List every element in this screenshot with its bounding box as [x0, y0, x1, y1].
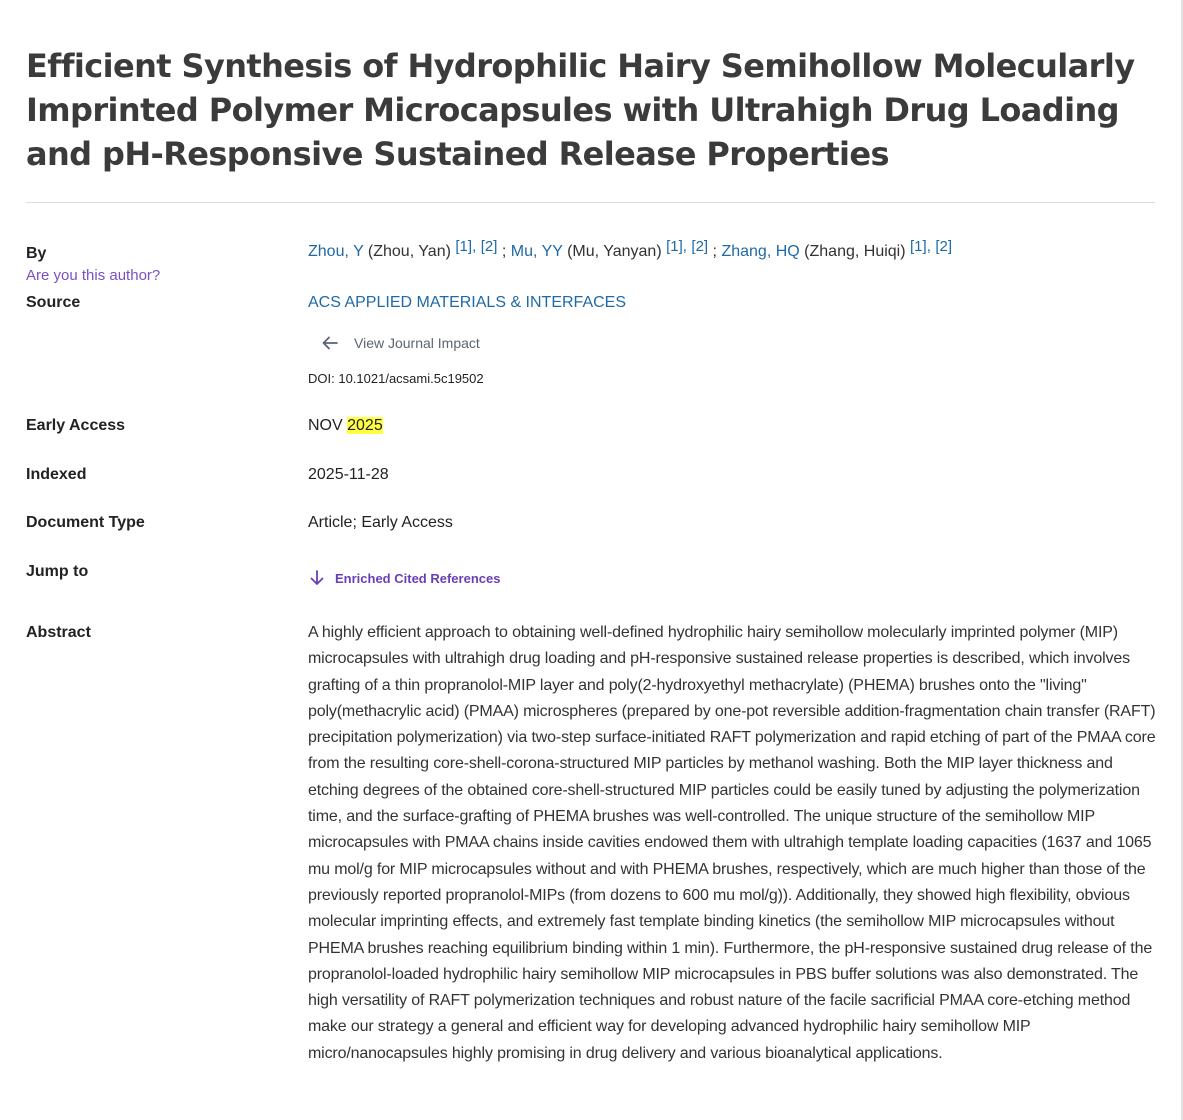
author-separator: ;	[501, 243, 507, 260]
record-page	[26, 0, 1156, 1062]
affiliation-link[interactable]: [1]	[455, 238, 473, 255]
early-access-value	[308, 417, 383, 435]
doi-text: DOI: 10.1021/acsami.5c19502	[308, 371, 484, 386]
abstract-text: A highly efficient approach to obtaining well-defined hydrophilic hairy semihollow molecularly imprinted polymer (MIP) microcapsules with ultrahigh drug loading and pH-responsive sustained release properties is described, which involves grafting of a thin propranolol-MIP layer and poly(2-hydroxyethyl methacrylate) (PHEMA) brushes onto the "living" poly(methacrylic acid) (PMAA) microspheres (prepared by one-pot reversible addition-fragmentation chain transfer (RAFT) precipitation polymerization) via two-step surface-initiated RAFT polymerization and rapid etching of part of the PMAA core from the resulting core-shell-corona-structured MIP particles by methanol washing. Both the MIP layer thickness and etching degrees of the obtained core-shell-structured MIP particles could be easily tuned by adjusting the polymerization time, and the surface-grafting of PHEMA brushes was well-controlled. The unique structure of the semihollow MIP microcapsules with PMAA chains inside cavities endowed them with ultrahigh template loading capacities (1637 and 1065 mu mol/g for MIP microcapsules without and with PHEMA brushes, respectively, which are much higher than those of the previously reported propranolol-MIPs (from dozens to 600 mu mol/g)). Additionally, they showed high flexibility, obvious molecular imprinting effects, and extremely fast template binding kinetics (the semihollow MIP microcapsules without PHEMA brushes reaching equilibrium binding within 1 min). Furthermore, the pH-responsive sustained drug release of the propranolol-loaded hydrophilic hairy semihollow MIP microcapsules in PBS buffer solutions was also demonstrated. The high versatility of RAFT polymerization techniques and robust nature of the facile sacrificial PMAA core-etching method make our strategy a general and efficient way for developing advanced hydrophilic hairy semihollow MIP micro/nanocapsules highly promising in drug delivery and various bioanalytical applications.	[308, 624, 1156, 1062]
author-link-mu[interactable]: Mu, YY	[510, 243, 563, 260]
abstract-label: Abstract	[26, 624, 91, 641]
affiliation-link[interactable]: [2]	[935, 238, 952, 255]
view-journal-impact-label: View Journal Impact	[354, 335, 480, 351]
affiliation-separator: ,	[682, 238, 687, 255]
author-fullname-zhou: (Zhou, Yan)	[367, 243, 451, 260]
author-link-zhou[interactable]: Zhou, Y	[308, 243, 364, 260]
author-list	[308, 238, 952, 261]
affiliation-separator: ,	[926, 238, 931, 255]
document-type-label: Document Type	[26, 514, 145, 531]
by-label: By	[26, 245, 47, 262]
arrow-down-icon	[310, 570, 324, 586]
document-type-value: Article; Early Access	[308, 514, 453, 531]
author-link-zhang[interactable]: Zhang, HQ	[721, 243, 800, 260]
author-fullname-mu: (Mu, Yanyan)	[567, 243, 662, 260]
are-you-this-author-link[interactable]: Are you this author?	[26, 267, 161, 284]
enriched-cited-references-label: Enriched Cited References	[335, 570, 501, 586]
page-title: Efficient Synthesis of Hydrophilic Hairy Semihollow Molecularly Imprinted Polymer Microcapsules with Ultrahigh Drug Loading and pH-Responsive Sustained Release Properties	[26, 47, 1135, 173]
affiliation-link[interactable]: [2]	[691, 238, 709, 255]
early-access-label: Early Access	[26, 417, 126, 434]
source-label: Source	[26, 294, 81, 311]
indexed-label: Indexed	[26, 466, 87, 483]
title-divider	[26, 202, 1155, 203]
view-journal-impact-button[interactable]	[322, 335, 480, 351]
jump-to-label: Jump to	[26, 563, 89, 580]
author-fullname-zhang: (Zhang, Huiqi)	[804, 243, 906, 260]
affiliation-link[interactable]: [1]	[666, 238, 683, 255]
affiliation-link[interactable]: [1]	[910, 238, 927, 255]
indexed-value: 2025-11-28	[308, 466, 389, 483]
early-access-year-highlighted: 2025	[347, 417, 383, 434]
affiliation-link[interactable]: [2]	[480, 238, 498, 255]
author-separator: ;	[712, 243, 717, 260]
arrow-left-icon	[322, 336, 338, 350]
journal-link[interactable]: ACS APPLIED MATERIALS & INTERFACES	[308, 294, 627, 311]
enriched-cited-references-link[interactable]	[310, 570, 500, 586]
affiliation-separator: ,	[472, 238, 477, 255]
early-access-month: NOV	[308, 417, 343, 434]
